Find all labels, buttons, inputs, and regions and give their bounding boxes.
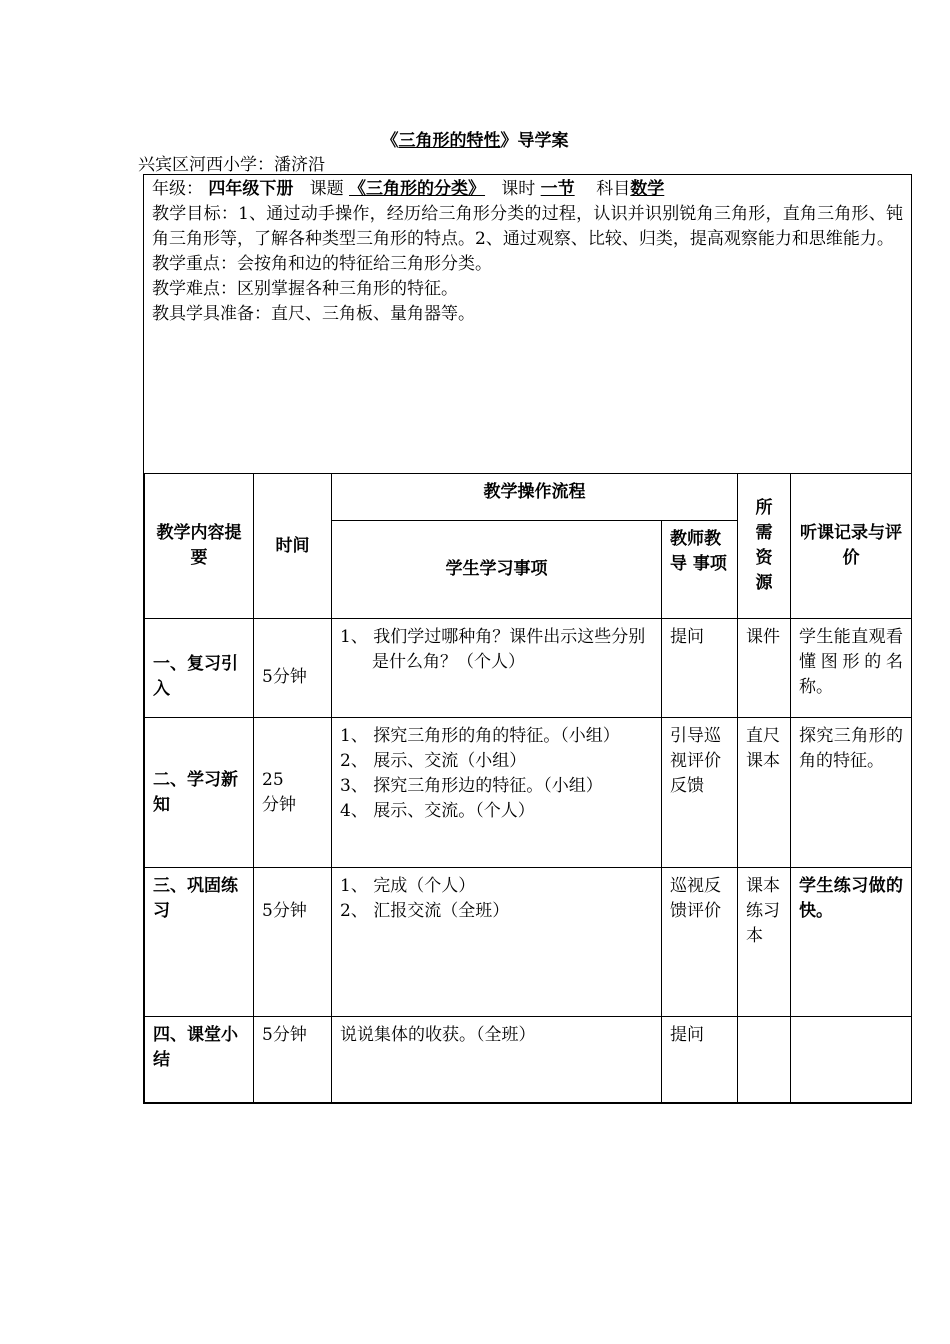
list-item: 1、 完成（个人） — [340, 876, 476, 896]
difficulty: 教学难点：区别掌握各种三角形的特征。 — [152, 279, 458, 299]
table-row — [145, 718, 912, 868]
key-point: 教学重点：会按角和边的特征给三角形分类。 — [152, 254, 492, 274]
document-title: 《三角形的特性》导学案 — [381, 131, 569, 151]
row-record: 学生练习做的快。 — [791, 868, 912, 1017]
lesson-flow-table — [144, 473, 912, 1103]
list-item: 2、 展示、交流（小组） — [340, 751, 527, 771]
row-section: 三、巩固练习 — [145, 868, 254, 1017]
row-student — [332, 619, 662, 718]
row-resources: 直尺课本 — [738, 718, 791, 868]
header-resources: 所需资源 — [738, 474, 791, 619]
row-student: 说说集体的收获。（全班） — [332, 1017, 662, 1103]
table-row — [145, 619, 912, 718]
row-teacher: 引导巡视评价反馈 — [662, 718, 738, 868]
table-row — [145, 868, 912, 1017]
row-time: 5分钟 — [254, 1017, 332, 1103]
header-content: 教学内容提要 — [145, 474, 254, 619]
header-teacher: 教师教导 事项 — [662, 521, 738, 619]
list-item: 2、 汇报交流（全班） — [340, 901, 510, 921]
row-teacher: 提问 — [662, 1017, 738, 1103]
row-teacher: 巡视反馈评价 — [662, 868, 738, 1017]
row-teacher: 提问 — [662, 619, 738, 718]
row-record — [791, 1017, 912, 1103]
row-resources — [738, 1017, 791, 1103]
row-time: 25 分钟 — [254, 718, 332, 868]
row-student — [332, 868, 662, 1017]
header-flow: 教学操作流程 — [332, 474, 738, 521]
row-student — [332, 718, 662, 868]
period-value: 一节 — [540, 179, 575, 199]
row-resources: 课本练习本 — [738, 868, 791, 1017]
row-time: 5分钟 — [254, 868, 332, 1017]
header-student: 学生学习事项 — [332, 521, 662, 619]
row-section: 二、学习新知 — [145, 718, 254, 868]
row-resources: 课件 — [738, 619, 791, 718]
author-line: 兴宾区河西小学：潘济沿 — [138, 155, 325, 175]
row-record: 学生能直观看懂图形的名称。 — [791, 619, 912, 718]
topic-value: 《三角形的分类》 — [349, 179, 486, 199]
list-item: 1、 我们学过哪种角？课件出示这些分别是什么角？（个人） — [340, 627, 646, 672]
lesson-plan-box — [143, 174, 912, 1104]
subject-value: 数学 — [630, 179, 665, 199]
row-record: 探究三角形的角的特征。 — [791, 718, 912, 868]
header-record: 听课记录与评价 — [791, 474, 912, 619]
row-section: 四、课堂小结 — [145, 1017, 254, 1103]
grade-value: 四年级下册 — [208, 179, 294, 199]
header-time: 时间 — [254, 474, 332, 619]
list-item: 4、 展示、交流。（个人） — [340, 801, 535, 821]
table-row — [145, 1017, 912, 1103]
row-time: 5分钟 — [254, 619, 332, 718]
materials: 教具学具准备：直尺、三角板、量角器等。 — [152, 304, 475, 324]
list-item: 3、 探究三角形边的特征。（小组） — [340, 776, 603, 796]
lesson-info — [144, 175, 911, 473]
teaching-objective: 教学目标：1、通过动手操作，经历给三角形分类的过程，认识并识别锐角三角形，直角三角形、钝角三角形等，了解各种类型三角形的特点。2、通过观察、比较、归类，提高观察能力和思维能力。 — [152, 204, 903, 249]
meta-line: 年级： 四年级下册 课题 《三角形的分类》 课时 一节 科目数学 — [152, 179, 665, 199]
list-item: 1、 探究三角形的角的特征。（小组） — [340, 726, 620, 746]
row-section: 一、复习引入 — [145, 619, 254, 718]
title-main: 三角形的特性 — [398, 131, 501, 151]
